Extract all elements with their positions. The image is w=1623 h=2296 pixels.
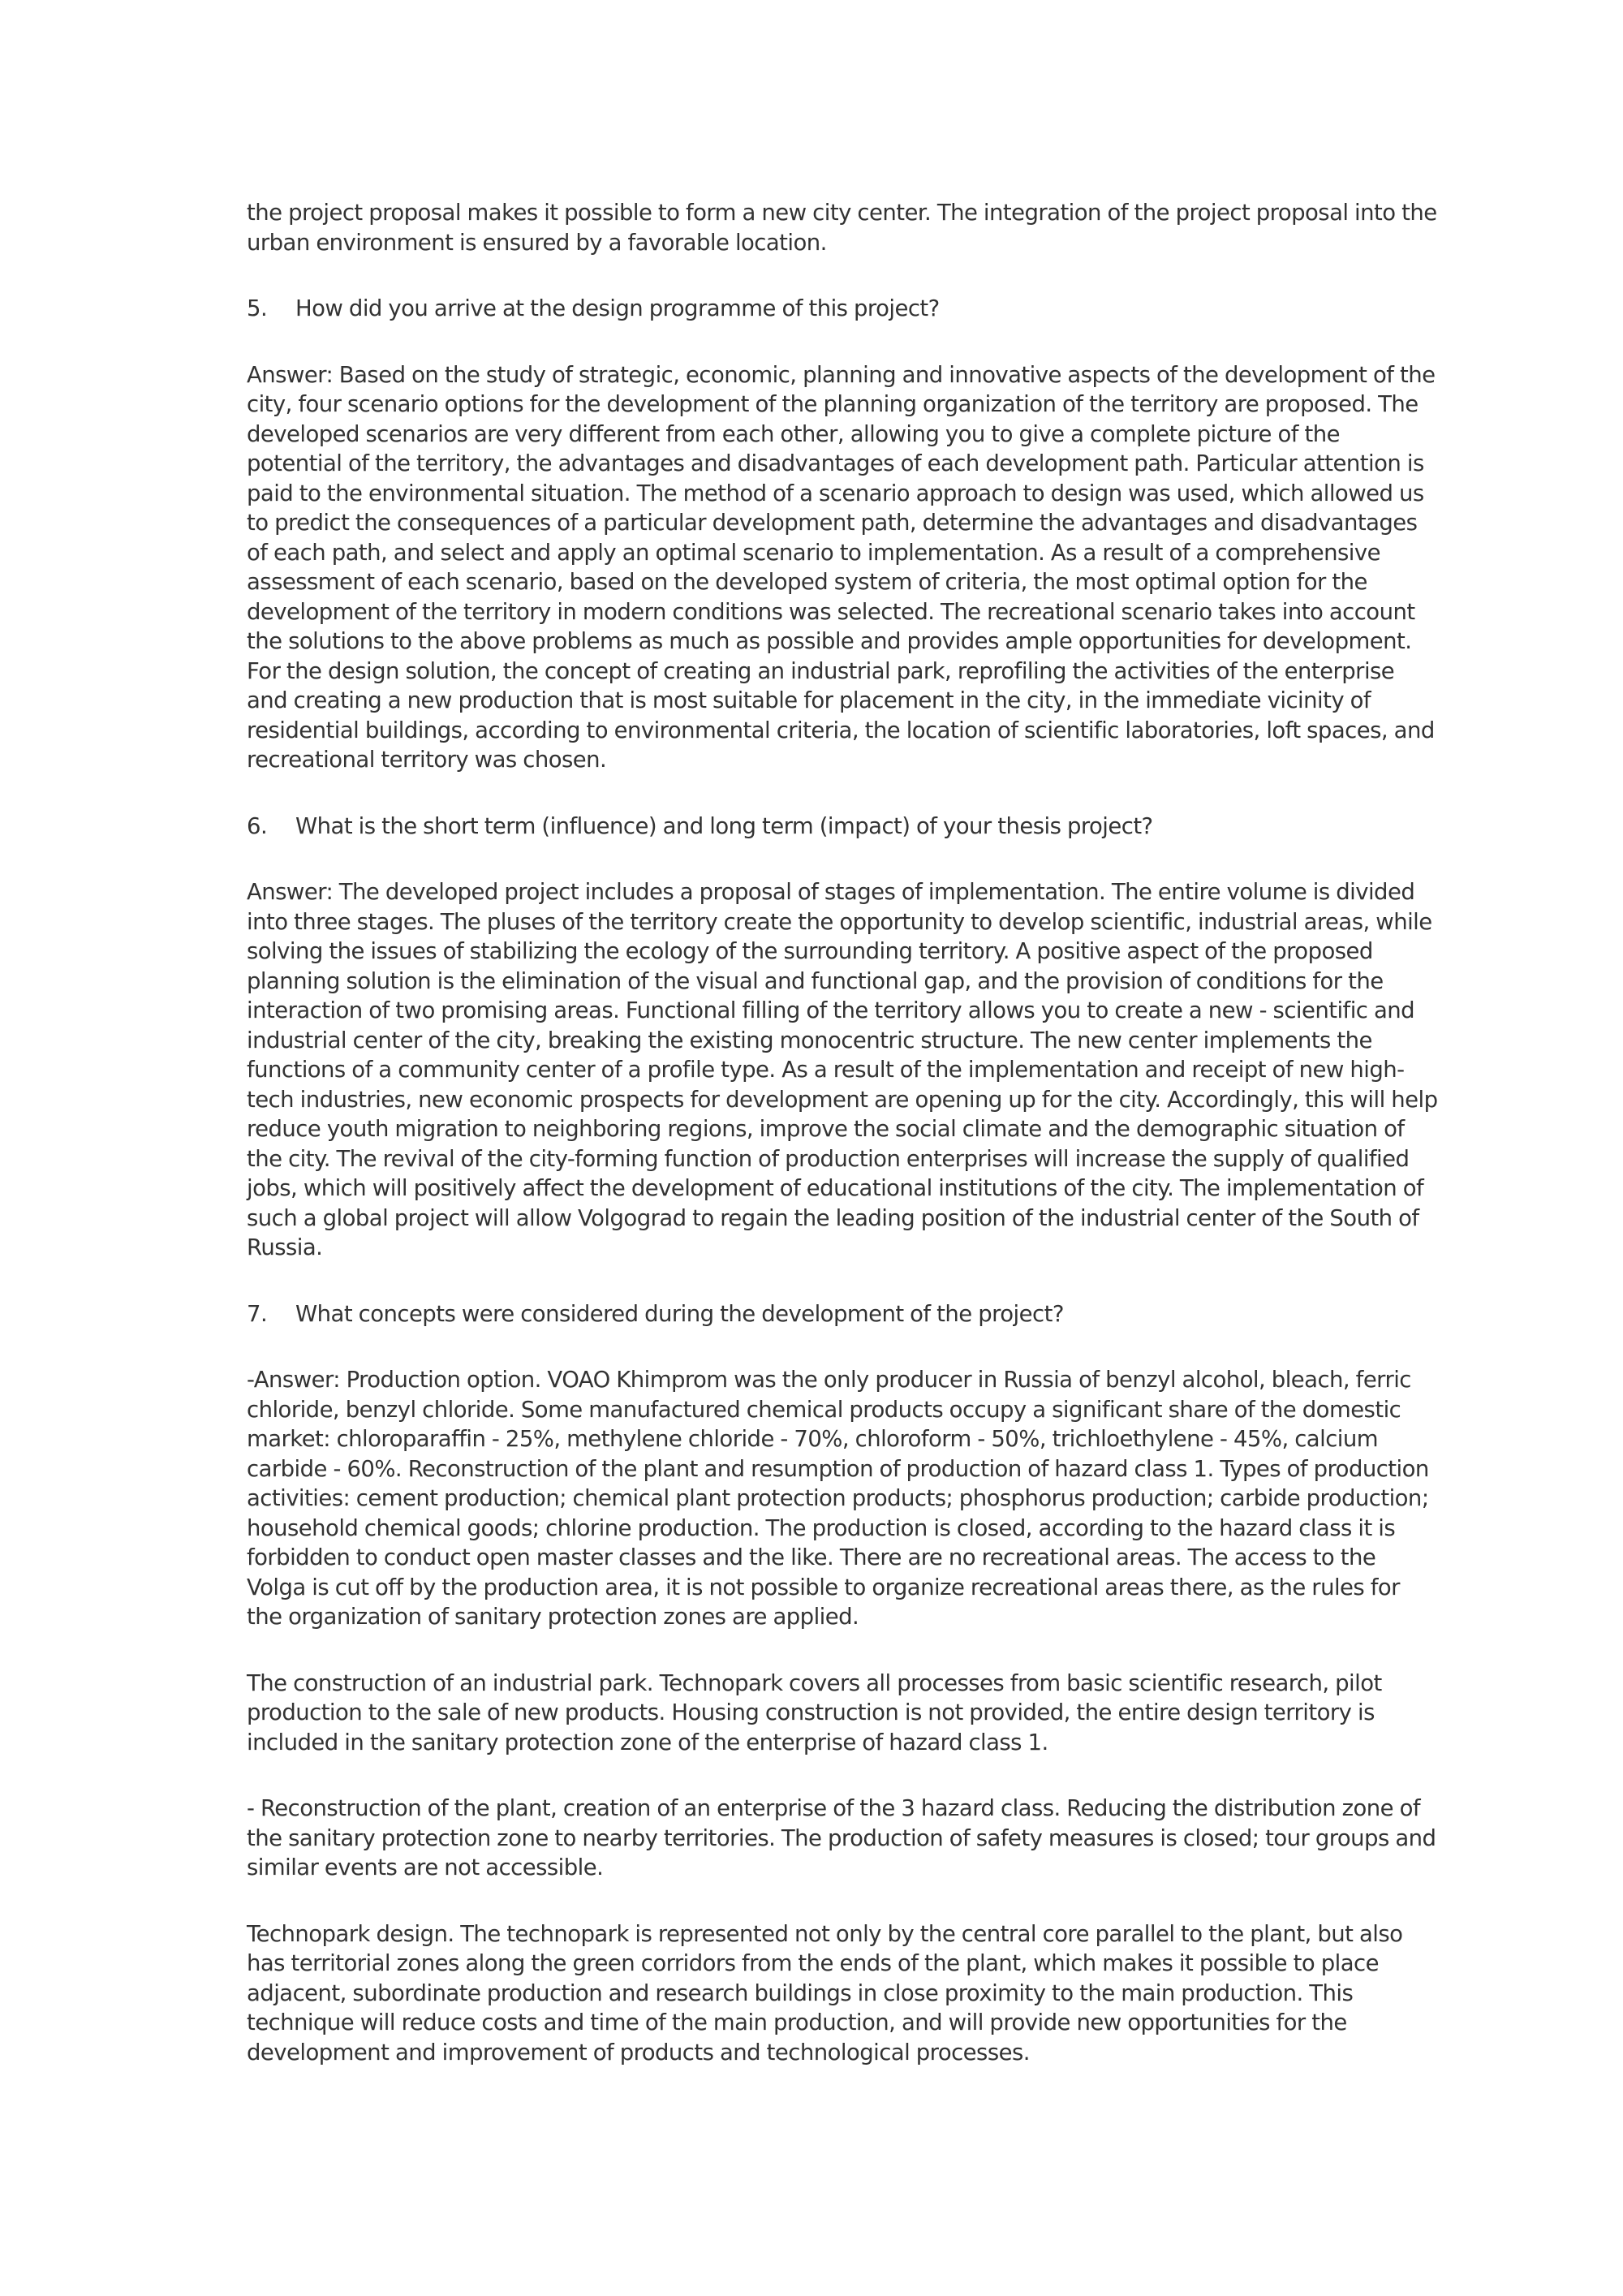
intro-paragraph: the project proposal makes it possible to form a new city center. The integration of the project proposal into the urban environment is ensured by a favorable location.: [247, 200, 1437, 256]
answer-7-paragraph-production-option: -Answer: Production option. VOAO Khimprom was the only producer in Russia of benzyl alcohol, bleach, ferric chloride, benzyl chloride. Some manufactured chemical products occupy a significant share of the domestic market: chloroparaffin - 25%, methylene chloride - 70%, chloroform - 50%, trichloethylene - 45%, calcium carbide - 60%. Reconstruction of the plant and resumption of production of hazard class 1. Types of production activities: cement production; chemical plant protection products; phosphorus production; carbide production; household chemical goods; chlorine production. The production is closed, according to the hazard class it is forbidden to conduct open master classes and the like. There are no recreational areas. The access to the Volga is cut off by the production area, it is not possible to organize recreational areas there, as the rules for the organization of sanitary protection zones are applied.: [247, 1367, 1429, 1630]
answer-5-paragraph: Answer: Based on the study of strategic, economic, planning and innovative aspects of the development of the city, four scenario options for the development of the planning organization of the territory are proposed. The developed scenarios are very different from each other, allowing you to give a complete picture of the potential of the territory, the advantages and disadvantages of each development path. Particular attention is paid to the environmental situation. The method of a scenario approach to design was used, which allowed us to predict the consequences of a particular development path, determine the advantages and disadvantages of each path, and select and apply an optimal scenario to implementation. As a result of a comprehensive assessment of each scenario, based on the developed system of criteria, the most optimal option for the development of the territory in modern conditions was selected. The recreational scenario takes into account the solutions to the above problems as much as possible and provides ample opportunities for development. For the design solution, the concept of creating an industrial park, reprofiling the activities of the enterprise and creating a new production that is most suitable for placement in the city, in the immediate vicinity of residential buildings, according to environmental criteria, the location of scientific laboratories, loft spaces, and recreational territory was chosen.: [247, 361, 1436, 773]
answer-7-paragraph-technopark-design: Technopark design. The technopark is represented not only by the central core parallel to the plant, but also has territorial zones along the green corridors from the ends of the plant, which makes it possible to place adjacent, subordinate production and research buildings in close proximity to the main production. This technique will reduce costs and time of the main production, and will provide new opportunities for the development and improvement of products and technological processes.: [247, 1920, 1403, 2066]
document-page: [247, 198, 1440, 2104]
answer-6-paragraph: Answer: The developed project includes a proposal of stages of implementation. The entire volume is divided into three stages. The pluses of the territory create the opportunity to develop scientific, industrial areas, while solving the issues of stabilizing the ecology of the surrounding territory. A positive aspect of the proposed planning solution is the elimination of the visual and functional gap, and the provision of conditions for the interaction of two promising areas. Functional filling of the territory allows you to create a new - scientific and industrial center of the city, breaking the existing monocentric structure. The new center implements the functions of a community center of a profile type. As a result of the implementation and receipt of new high-tech industries, new economic prospects for development are opening up for the city. Accordingly, this will help reduce youth migration to neighboring regions, improve the social climate and the demographic situation of the city. The revival of the city-forming function of production enterprises will increase the supply of qualified jobs, which will positively affect the development of educational institutions of the city. The implementation of such a global project will allow Volgograd to regain the leading position of the industrial center of the South of Russia.: [247, 879, 1438, 1260]
question-number: 5.: [247, 295, 268, 321]
question-text: How did you arrive at the design programme of this project?: [295, 295, 940, 321]
question-text: What is the short term (influence) and long term (impact) of your thesis project?: [295, 812, 1153, 839]
question-6: [247, 812, 1440, 842]
question-number: 6.: [247, 812, 268, 839]
answer-7-paragraph-reconstruction: - Reconstruction of the plant, creation of an enterprise of the 3 hazard class. Reducing the distribution zone of the sanitary protection zone to nearby territories. The production of safety measures is closed; tour groups and similar events are not accessible.: [247, 1795, 1436, 1880]
question-number: 7.: [247, 1300, 268, 1327]
answer-7-paragraph-industrial-park: The construction of an industrial park. Technopark covers all processes from basic scientific research, pilot production to the sale of new products. Housing construction is not provided, the entire design territory is included in the sanitary protection zone of the enterprise of hazard class 1.: [247, 1669, 1382, 1755]
question-text: What concepts were considered during the development of the project?: [295, 1300, 1064, 1327]
question-5: [247, 294, 1440, 324]
question-7: [247, 1299, 1440, 1329]
